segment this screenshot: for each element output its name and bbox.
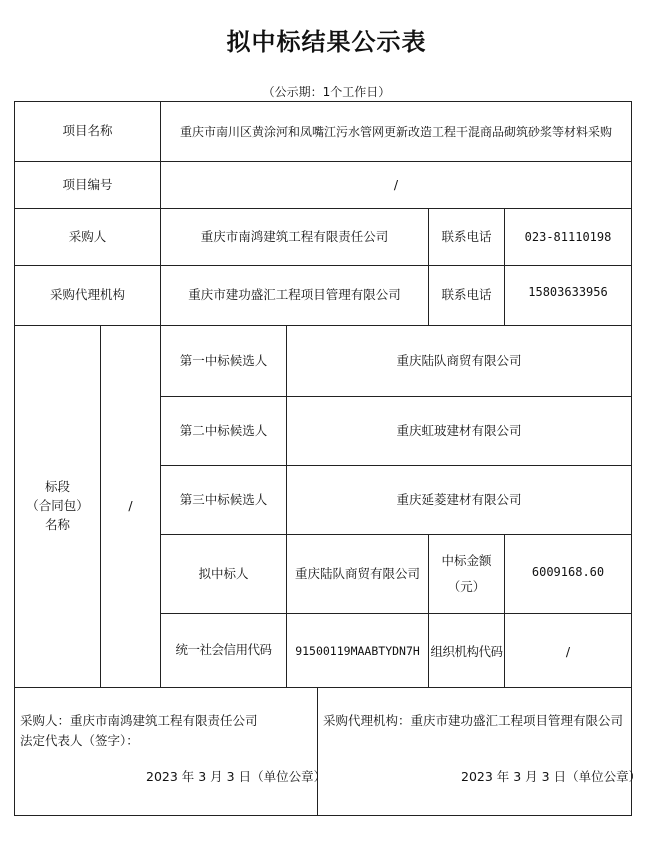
agency-value: 重庆市建功盛汇工程项目管理有限公司 bbox=[188, 287, 401, 303]
winner-value: 重庆陆队商贸有限公司 bbox=[294, 565, 420, 581]
winning-amount-label bbox=[429, 535, 504, 613]
winning-amount-value: 6009168.60 bbox=[531, 565, 605, 579]
sign-agency: 采购代理机构：重庆市建功盛汇工程项目管理有限公司 bbox=[323, 713, 624, 728]
publicity-period: （公示期：1个工作日） bbox=[262, 85, 391, 99]
credit-code-label: 统一社会信用代码 bbox=[175, 642, 272, 658]
sign-legal-rep: 法定代表人（签字）： bbox=[20, 733, 139, 748]
sign-agency-date: 2023 年 3 月 3 日（单位公章） bbox=[461, 769, 642, 784]
org-code-label: 组织机构代码 bbox=[430, 643, 503, 659]
winner-label: 拟中标人 bbox=[198, 565, 249, 581]
sign-purchaser-date: 2023 年 3 月 3 日（单位公章） bbox=[146, 769, 327, 784]
candidate1-label: 第一中标候选人 bbox=[179, 352, 268, 368]
purchaser-phone-value: 023-81110198 bbox=[524, 230, 612, 244]
section-label-line3: 名称 bbox=[44, 516, 70, 532]
credit-code-value: 91500119MAABTYDN7H bbox=[295, 644, 420, 659]
candidate1-value: 重庆陆队商贸有限公司 bbox=[396, 352, 522, 368]
section-label-line2: （合同包） bbox=[26, 498, 89, 514]
agency-phone-value: 15803633956 bbox=[528, 285, 608, 299]
section-value: / bbox=[128, 498, 133, 514]
purchaser-label: 采购人 bbox=[68, 228, 107, 244]
project-number-label: 项目编号 bbox=[62, 176, 113, 192]
project-name-label: 项目名称 bbox=[62, 123, 113, 139]
candidate3-label: 第三中标候选人 bbox=[179, 491, 268, 507]
sign-purchaser: 采购人：重庆市南鸿建筑工程有限责任公司 bbox=[20, 713, 258, 728]
candidate2-value: 重庆虹玻建材有限公司 bbox=[396, 422, 522, 438]
winning-amount-label-line1: 中标金额 bbox=[441, 552, 492, 568]
winning-amount-label-line2: （元） bbox=[447, 579, 486, 594]
org-code-value: / bbox=[565, 643, 571, 659]
purchaser-phone-label: 联系电话 bbox=[441, 228, 492, 244]
project-number-value: / bbox=[393, 176, 399, 192]
section-label-line1: 标段 bbox=[44, 479, 70, 495]
agency-label: 采购代理机构 bbox=[49, 287, 125, 303]
candidate3-value: 重庆延菱建材有限公司 bbox=[396, 491, 522, 507]
project-name-value: 重庆市南川区黄涂河和凤嘴江污水管网更新改造工程干混商品砌筑砂浆等材料采购 bbox=[179, 124, 612, 139]
purchaser-value: 重庆市南鸿建筑工程有限责任公司 bbox=[200, 228, 389, 244]
section-label bbox=[15, 326, 100, 687]
candidate2-label: 第二中标候选人 bbox=[179, 422, 268, 438]
document-title: 拟中标结果公示表 bbox=[226, 27, 427, 56]
agency-phone-label: 联系电话 bbox=[441, 287, 492, 303]
